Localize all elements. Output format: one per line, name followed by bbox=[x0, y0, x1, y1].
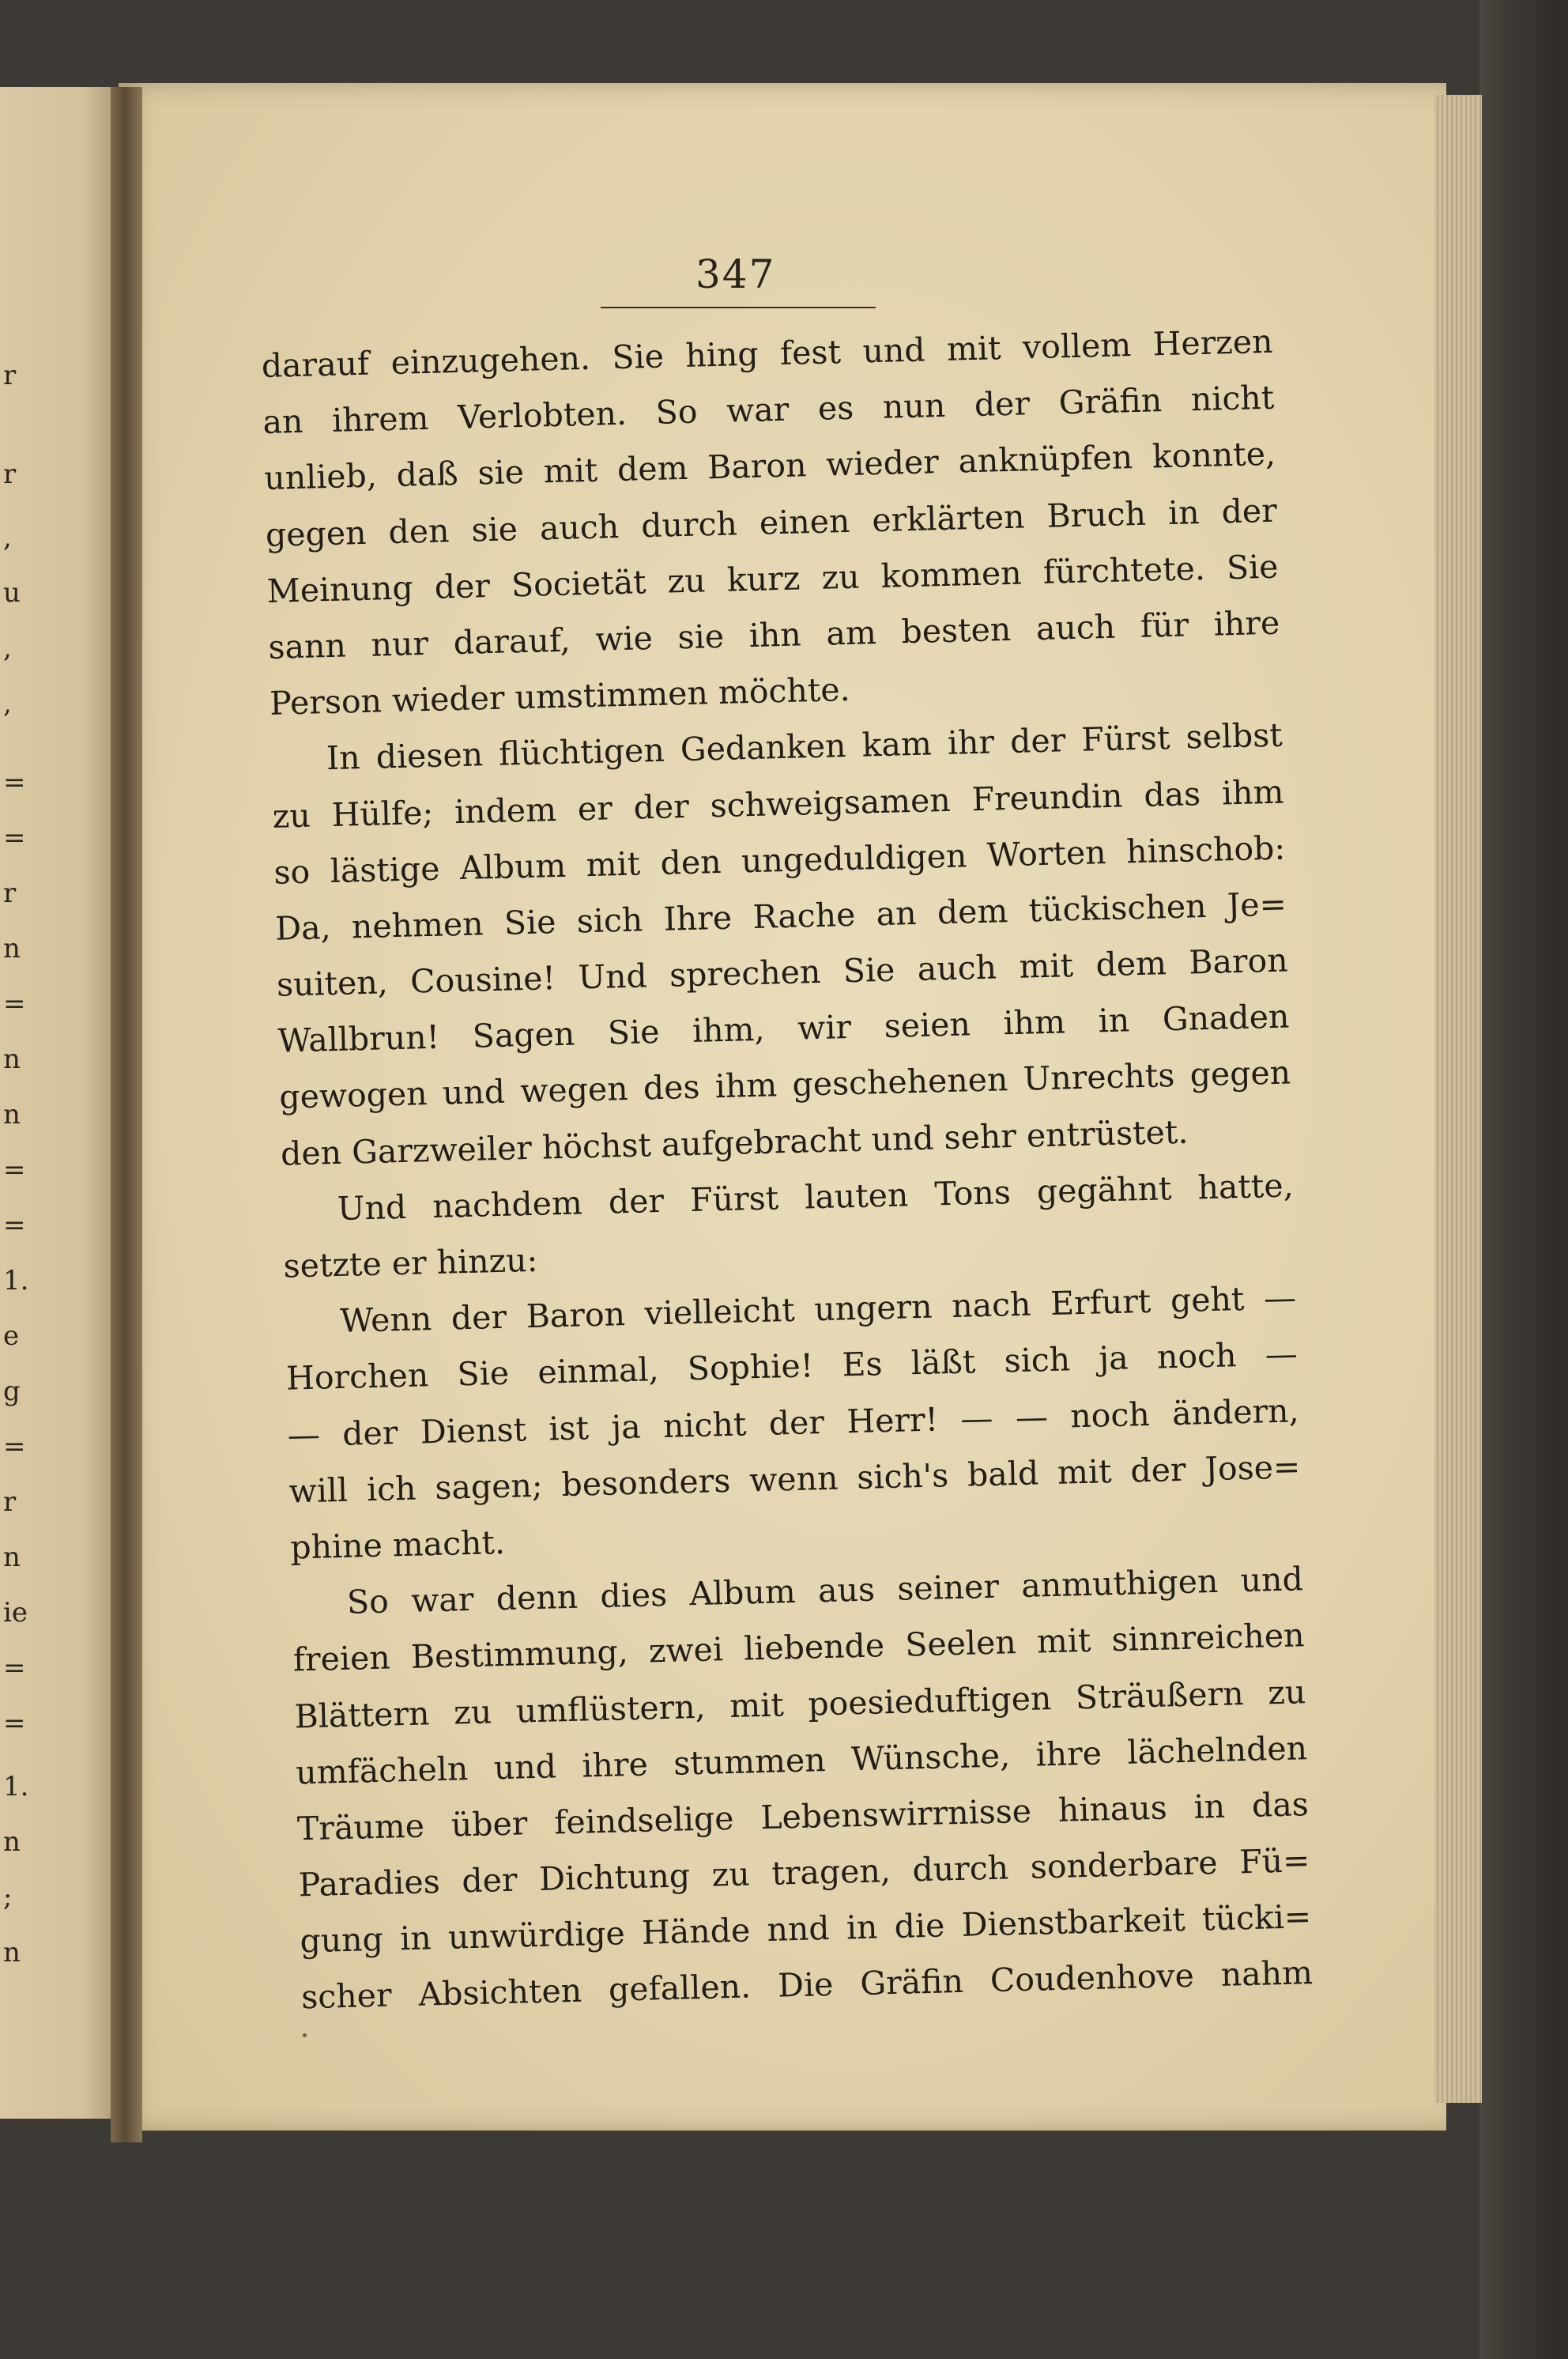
left-fragment: 1. bbox=[3, 1771, 29, 1802]
left-fragment: 1. bbox=[3, 1265, 29, 1297]
text-line: gegen den sie auch durch einen erklärten Bruch in der bbox=[265, 491, 1278, 554]
text-line: darauf einzugehen. Sie hing fest und mit vollem Herzen bbox=[261, 322, 1274, 385]
left-fragment: = bbox=[3, 1708, 26, 1739]
text-line: Wallbrun! Sagen Sie ihm, wir seien ihm in Gnaden bbox=[277, 997, 1290, 1060]
left-fragment: = bbox=[3, 1210, 26, 1241]
text-line: suiten, Cousine! Und sprechen Sie auch mit dem Baron bbox=[276, 941, 1289, 1004]
text-line: zu Hülfe; indem er der schweigsamen Freundin das ihm bbox=[272, 772, 1284, 836]
left-fragment: n bbox=[3, 1937, 21, 1968]
left-fragment: e bbox=[3, 1320, 20, 1352]
page-block-edges bbox=[1434, 95, 1482, 2103]
ink-speck bbox=[303, 2033, 307, 2037]
page-number: 347 bbox=[695, 251, 776, 297]
text-line: Person wieder umstimmen möchte. bbox=[269, 670, 851, 723]
text-line: Meinung der Societät zu kurz zu kommen fürchtete. Sie bbox=[266, 547, 1280, 610]
text-line: In diesen flüchtigen Gedanken kam ihr der Fürst selbst bbox=[326, 715, 1283, 778]
text-line: so lästige Album mit den ungeduldigen Worten hinschob: bbox=[273, 828, 1286, 892]
left-fragment: = bbox=[3, 1652, 26, 1684]
left-fragment: = bbox=[3, 822, 26, 854]
left-fragment: ; bbox=[3, 1882, 13, 1913]
book-gutter bbox=[111, 87, 142, 2142]
left-fragment: n bbox=[3, 1044, 21, 1075]
text-line: Paradies der Dichtung zu tragen, durch sonderbare Fü= bbox=[298, 1841, 1311, 1904]
left-fragment: n bbox=[3, 1826, 21, 1858]
text-line: setzte er hinzu: bbox=[283, 1240, 538, 1285]
text-line: Da, nehmen Sie sich Ihre Rache an dem tückischen Je= bbox=[274, 885, 1287, 948]
left-fragment: ie bbox=[3, 1597, 28, 1629]
left-fragment: n bbox=[3, 1542, 21, 1573]
left-fragment: u bbox=[3, 577, 21, 609]
text-line: an ihrem Verlobten. So war es nun der Gräfin nicht bbox=[262, 378, 1275, 442]
text-line: — der Dienst ist ja nicht der Herr! — — noch ändern, bbox=[287, 1391, 1300, 1455]
text-line: gewogen und wegen des ihm geschehenen Unrechts gegen bbox=[278, 1053, 1291, 1117]
text-line: scher Absichten gefallen. Die Gräfin Coudenhove nahm bbox=[300, 1953, 1314, 2017]
left-page-edge bbox=[0, 87, 119, 2119]
text-line: gung in unwürdige Hände nnd in die Dienstbarkeit tücki= bbox=[299, 1897, 1312, 1961]
text-line: den Garzweiler höchst aufgebracht und sehr entrüstet. bbox=[280, 1112, 1189, 1173]
left-fragment: , bbox=[3, 688, 12, 719]
text-line: umfächeln und ihre stummen Wünsche, ihre lächelnden bbox=[295, 1728, 1308, 1792]
left-fragment: r bbox=[3, 1486, 17, 1518]
text-line: So war denn dies Album aus seiner anmuthigen und bbox=[346, 1560, 1304, 1621]
text-line: sann nur darauf, wie sie ihn am besten auch für ihre bbox=[267, 603, 1280, 666]
left-fragment: = bbox=[3, 1154, 26, 1186]
left-fragment: r bbox=[3, 459, 17, 490]
left-fragment: n bbox=[3, 1099, 21, 1130]
body-text bbox=[261, 314, 1314, 2026]
text-line: unlieb, daß sie mit dem Baron wieder anknüpfen konnte, bbox=[263, 435, 1276, 498]
left-page-text-fragments bbox=[0, 87, 32, 2119]
header-rule bbox=[601, 307, 876, 308]
text-line: freien Bestimmung, zwei liebende Seelen mit sinnreichen bbox=[292, 1616, 1306, 1679]
left-fragment: r bbox=[3, 360, 17, 391]
left-fragment: n bbox=[3, 933, 21, 964]
left-fragment: = bbox=[3, 767, 26, 798]
text-line: phine macht. bbox=[289, 1523, 506, 1567]
text-line: Und nachdem der Fürst lauten Tons gegähnt hatte, bbox=[337, 1166, 1295, 1228]
left-fragment: r bbox=[3, 878, 17, 909]
text-line: Träume über feindselige Lebenswirrnisse hinaus in das bbox=[296, 1785, 1310, 1848]
left-fragment: g bbox=[3, 1376, 21, 1407]
book-cover-edge bbox=[1479, 0, 1568, 2359]
left-fragment: , bbox=[3, 522, 12, 553]
text-line: Horchen Sie einmal, Sophie! Es läßt sich ja noch — bbox=[285, 1334, 1298, 1398]
left-fragment: , bbox=[3, 632, 12, 664]
text-line: Blättern zu umflüstern, mit poesieduftigen Sträußern zu bbox=[294, 1672, 1306, 1735]
left-fragment: = bbox=[3, 988, 26, 1020]
text-line: Wenn der Baron vielleicht ungern nach Erfurt geht — bbox=[339, 1278, 1297, 1341]
left-fragment: = bbox=[3, 1431, 26, 1463]
text-line: will ich sagen; besonders wenn sich's bald mit der Jose= bbox=[288, 1447, 1301, 1511]
